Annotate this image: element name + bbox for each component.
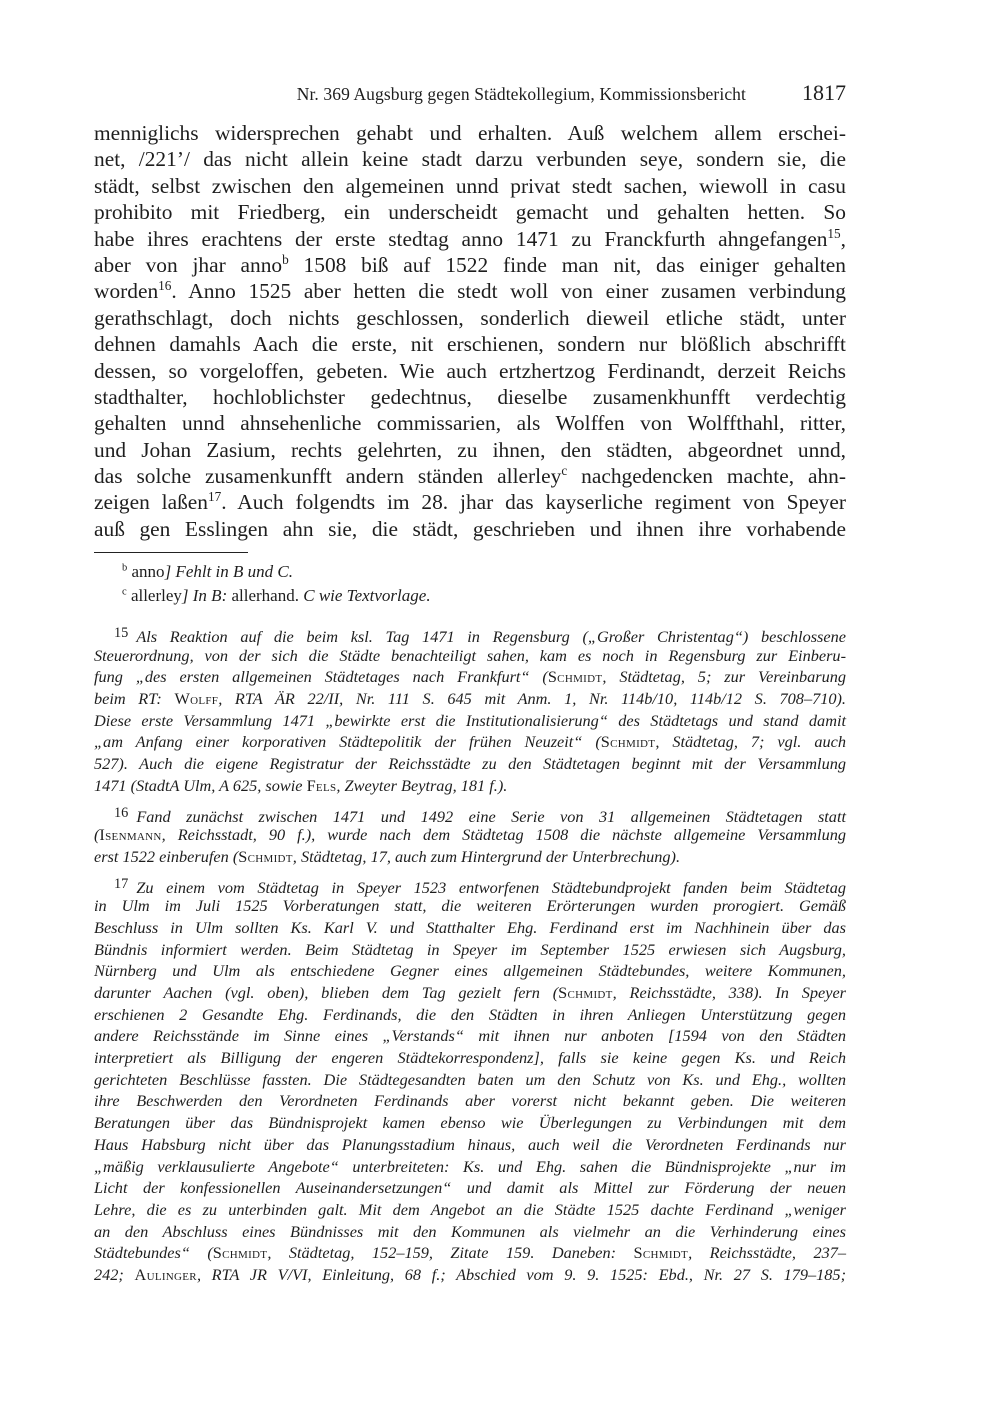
text-segment: zeigen laßen [94, 490, 209, 515]
text-segment: Fand zunächst zwischen 1471 und 1492 eine Serie von 31 allgemeinen Städtetagen statt [136, 806, 846, 826]
text-segment: worden [94, 279, 159, 304]
author-name: Schmidt [558, 983, 613, 1002]
footnote-line [94, 775, 846, 797]
footnote-line: Diese erste Versammlung 1471 „bewirkte erst die Institutionalisierung“ des Städtetags und stand damit [94, 710, 846, 730]
text-line: menniglichs widersprechen gehabt und erhalten. Auß welchem allem erschei- [94, 121, 846, 145]
apparatus-comment: C wie Textvorlage. [298, 586, 431, 605]
author-name: Fels [306, 775, 337, 795]
author-name: Schmidt [547, 667, 603, 687]
text-segment: , Reichsstadt, 90 f.), wurde nach dem Städtetag 1508 die nächste allgemeine Versammlung [161, 825, 846, 845]
footnote-line [94, 803, 846, 825]
text-line [94, 489, 846, 515]
author-name: Isenmann [99, 825, 162, 845]
apparatus-mark: b [122, 562, 128, 574]
footnote-line: ihre Beschwerden den Verordneten Ferdinands aber vorerst nicht bekannt geben. Die weiteren [94, 1091, 846, 1111]
text-line [94, 226, 846, 252]
main-text [94, 120, 846, 542]
text-line: gehalten unnd ahnsehenliche commissarien, als Wolffen von Wolffthahl, ritter, [94, 411, 846, 436]
footnote-line [94, 731, 846, 753]
text-segment: 242; [94, 1264, 135, 1284]
text-segment: , Städtetag, 152–159, Zitate 159. Daneben: [267, 1243, 634, 1263]
page-number: 1817 [802, 80, 846, 105]
apparatus-note-c [94, 584, 846, 608]
running-title: Nr. 369 Augsburg gegen Städtekollegium, Kommissionsbericht [296, 84, 746, 104]
text-line: gerathschlagt, doch nichts geschlossen, sonderlich dieweil etliche städt, unter [94, 305, 846, 330]
author-name: Schmidt [633, 1243, 689, 1263]
footnote-ref-15[interactable]: 15 [827, 225, 841, 241]
text-line [94, 278, 846, 304]
author-name: Schmidt [600, 732, 656, 752]
footnote-line [94, 1264, 846, 1286]
footnote-line [94, 824, 846, 846]
footnote-15 [94, 623, 846, 797]
footnote-line: gerichteten Beschlüsse fassten. Die Städtegesandten baten um den Schutz von Ks. und Ehg., wollten [94, 1069, 846, 1089]
text-segment: , Zweyter Beytrag, 181 f.). [336, 775, 508, 795]
text-line: städt, selbst zwischen den algemeinen unnd privat stedt sachen, wiewoll in casu [94, 173, 846, 198]
footnote-line: Beschluss in Ulm sollten Ks. Karl V. und Statthalter Ehg. Ferdinand erst im Nachhinein über das [94, 917, 846, 937]
apparatus-reading: allerhand. [227, 586, 299, 605]
text-segment: , Städtetag, 5; zur Vereinbarung [602, 667, 846, 687]
footnote-line: Haus Habsburg nicht über das Planungsstadium hinaus, auch weil die Verordneten Ferdinands nur [94, 1134, 846, 1154]
apparatus-ref-c[interactable]: c [561, 462, 568, 478]
apparatus-lemma: anno [131, 562, 165, 581]
footnote-number: 15 [114, 625, 129, 641]
text-segment: beim RT: [94, 689, 175, 709]
text-segment: , Städtetag, 7; vgl. auch [655, 732, 846, 752]
text-segment: , RTA JR V/VI, Einleitung, 68 f.; Abschied vom 9. 9. 1525: Ebd., Nr. 27 S. 179–185; [196, 1264, 846, 1284]
footnote-ref-17[interactable]: 17 [208, 489, 222, 505]
apparatus-mark: c [122, 586, 127, 598]
text-segment: . Anno 1525 aber hetten die stedt woll von einer zusamen verbindung [171, 279, 846, 304]
author-name: Aulinger [134, 1264, 197, 1284]
text-segment: Städtebundes“ ( [94, 1243, 213, 1263]
footnote-line: Beratungen über das Bündnisprojekt kamen ebenso wie Überlegungen zu Verbindungen mit dem [94, 1113, 846, 1133]
apparatus-ref-b[interactable]: b [282, 251, 289, 267]
text-segment: Zu einem vom Städtetag in Speyer 1523 entworfenen Städtebundprojekt fanden beim Städtetag [136, 877, 846, 897]
text-line: dessen, so vorgeloffen, gebeten. Wie auch ertzhertzog Ferdinandt, derzeit Reichs [94, 358, 846, 383]
page-header [94, 80, 846, 110]
apparatus-comment: ] Fehlt in B und C. [164, 562, 294, 581]
apparatus-note-b [94, 560, 846, 584]
text-line [94, 252, 846, 278]
text-segment: nachgedencken machte, ahn- [567, 464, 846, 489]
footnote-divider [94, 552, 248, 553]
footnote-line [94, 623, 846, 645]
apparatus-comment: ] In B: [181, 586, 228, 605]
text-segment: ( [94, 825, 100, 845]
footnotes [94, 623, 846, 1292]
footnote-line [94, 666, 846, 688]
footnote-line: Licht der konfessionellen Auseinandersetzungen“ und damit als Mittel zur Förderung der neuen [94, 1178, 846, 1198]
text-segment: das solche zusamenkunfft andern ständen allerley [94, 464, 562, 489]
text-line: dehnen damahls Aach die erste, nit erschienen, sondern nur blößlich abschrifft [94, 332, 846, 357]
footnote-line: interpretiert als Billigung der engeren Städtekorrespondenz], falls sie keine gegen Ks. und Reich [94, 1048, 846, 1068]
footnote-line: „mäßig verklausulierte Angebote“ unterbreiteten: Ks. und Ehg. sahen die Bündnisprojekte „nur im [94, 1156, 846, 1176]
footnote-line: 527). Auch die eigene Registratur der Reichsstädte zu den Städtetagen beginnt mit der Versammlung [94, 754, 846, 774]
text-segment: aber von jhar anno [94, 252, 283, 277]
footnote-line: Lehre, die es zu unterbinden galt. Mit dem Angebot an die Städte 1525 dachte Ferdinand „weniger [94, 1199, 846, 1219]
footnote-17 [94, 874, 846, 1286]
text-segment: . Auch folgendts im 28. jhar das kayserliche regiment von Speyer [221, 490, 846, 515]
text-segment: , RTA ÄR 22/II, Nr. 111 S. 645 mit Anm. 1, Nr. 114b/10, 114b/12 S. 708–710). [218, 689, 847, 709]
text-line [94, 463, 846, 489]
author-name: Wolff [174, 689, 219, 709]
text-segment: darunter Aachen (vgl. oben), blieben dem Tag gezielt fern ( [94, 983, 559, 1002]
footnote-line [94, 846, 846, 868]
apparatus-lemma: allerley [130, 586, 182, 605]
text-segment: , Reichsstädte, 338). In Speyer [612, 983, 847, 1002]
footnote-line: Nürnberg und Ulm als entschiedene Gegner eines allgemeinen Städtebundes, weitere Kommunen, [94, 961, 846, 981]
apparatus-notes [94, 560, 846, 608]
footnote-line: Steuerordnung, von der sich die Städte benachteiligt sahen, kam es noch in Regensburg zur Einberu- [94, 645, 846, 665]
text-segment: 1508 biß auf 1522 finde man nit, das einiger gehalten [288, 252, 846, 277]
footnote-number: 17 [114, 875, 129, 892]
footnote-number: 16 [114, 804, 129, 821]
text-segment: erst 1522 einberufen ( [94, 846, 239, 866]
author-name: Schmidt [238, 846, 293, 866]
footnote-line: in Ulm im Juli 1525 Vorberatungen statt, die weiteren Erörterungen wurden prorogiert. Gemäß [94, 896, 846, 916]
text-line: stadthalter, hochloblichster gedechtnus, dieselbe zusamenkhunfft verdechtig [94, 384, 846, 409]
text-segment: „am Anfang einer korporativen Städtepolitik der frühen Neuzeit“ ( [94, 732, 601, 752]
footnote-line: an den Abschluss eines Bündnisses mit den Kommunen als vielmehr an die Verhinderung eines [94, 1221, 846, 1241]
footnote-16 [94, 803, 846, 868]
text-line: auß gen Esslingen ahn sie, die städt, geschrieben und ihnen ihre vorhabende [94, 516, 846, 541]
footnote-line [94, 688, 846, 710]
footnote-line: Bündnis informiert werden. Beim Städtetag in Speyer im September 1525 erwiesen sich Augsburg, [94, 939, 846, 959]
text-segment: habe ihres erachtens der erste stedtag anno 1471 zu Franckfurth ahngefangen [94, 226, 828, 251]
text-line: net, /221’/ das nicht allein keine stadt darzu verbunden seye, sondern sie, die [94, 147, 846, 172]
text-line: und Johan Zasium, rechts gelehrten, zu ihnen, den städten, abgeordnet unnd, [94, 437, 846, 462]
text-line: prohibito mit Friedberg, ein underscheidt gemacht und gehalten hetten. So [94, 200, 846, 225]
author-name: Schmidt [212, 1243, 268, 1263]
text-segment: , Städtetag, 17, auch zum Hintergrund der Unterbrechung). [292, 846, 681, 866]
footnote-line [94, 1242, 846, 1264]
footnote-line: andere Reichsstände im Sinne eines „Verstands“ mit ihnen nur anboten [1594 von den Städten [94, 1026, 846, 1046]
text-segment: , [840, 226, 846, 251]
text-segment: Als Reaktion auf die beim ksl. Tag 1471 in Regensburg („Großer Christentag“) beschlossene [136, 627, 846, 647]
text-segment: 1471 (StadtA Ulm, A 625, sowie [94, 775, 307, 795]
footnote-line: erschienen 2 Gesandte Ehg. Ferdinands, die den Städten in ihren Anliegen Unterstützung gegen [94, 1004, 846, 1024]
text-segment: , Reichsstädte, 237– [688, 1243, 847, 1263]
footnote-line [94, 982, 846, 1004]
footnote-line [94, 874, 846, 896]
text-segment: fung „des ersten allgemeinen Städtetages nach Frankfurt“ ( [94, 667, 548, 687]
footnote-ref-16[interactable]: 16 [158, 278, 172, 294]
